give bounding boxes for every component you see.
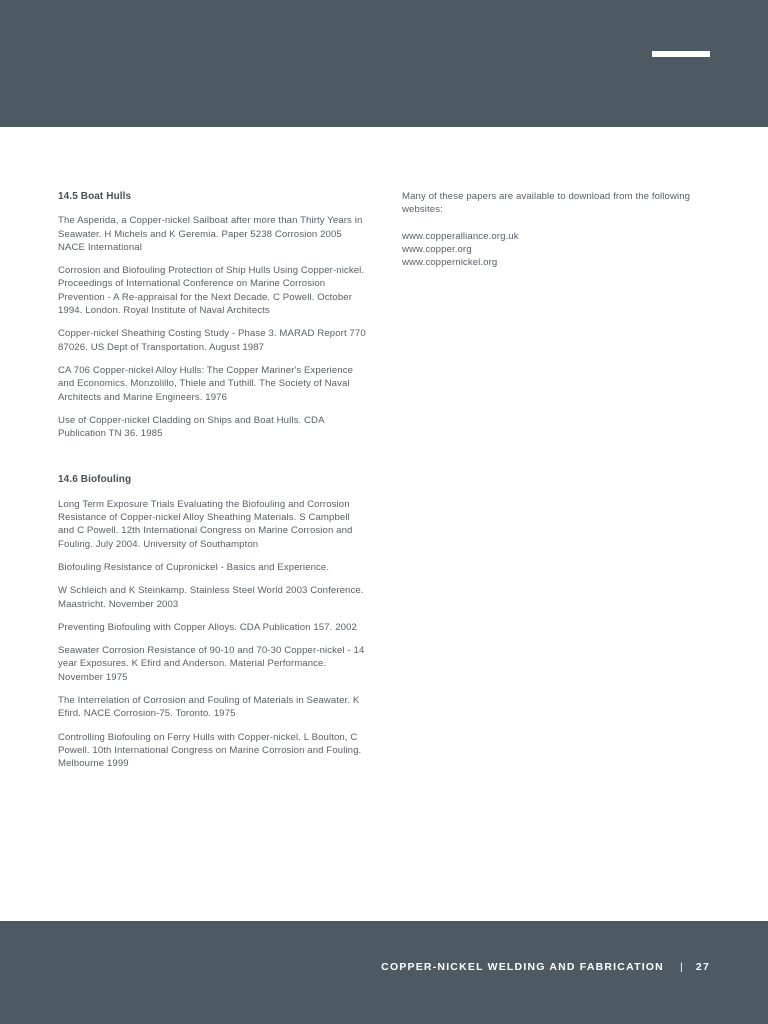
page-number: 27	[695, 961, 710, 973]
reference-item: CA 706 Copper-nickel Alloy Hulls: The Copper Mariner's Experience and Economics. Monzolillo, Thiele and Tuthill. The Society of Naval Architects and Marine Engineers. 1976	[58, 364, 354, 403]
reference-item: Corrosion and Biofouling Protection of Ship Hulls Using Copper-nickel. Proceedings of International Conference on Marine Corrosion Prevention - A Re-appraisal for the Next Decade. C Powell. October 1994. London. Royal Institute of Naval Architects	[58, 265, 365, 317]
reference-item: Biofouling Resistance of Cupronickel - Basics and Experience.	[58, 561, 330, 573]
section-biofouling	[58, 473, 368, 770]
reference-item: Long Term Exposure Trials Evaluating the Biofouling and Corrosion Resistance of Copper-nickel Alloy Sheathing Materials. S Campbell and C Powell. 12th International Congress on Marine Corrosion and Fouling. July 2004. University of Southampton	[58, 498, 353, 550]
footer-title: COPPER-NICKEL WELDING AND FABRICATION	[381, 961, 664, 973]
reference-item: Controlling Biofouling on Ferry Hulls with Copper-nickel. L Boulton, C Powell. 10th International Congress on Marine Corrosion and Fouling. Melbourne 1999	[58, 731, 362, 770]
website-link[interactable]: www.copperalliance.org.uk	[402, 230, 519, 242]
section-heading: 14.5 Boat Hulls	[58, 191, 132, 202]
section-heading: 14.6 Biofouling	[58, 474, 132, 486]
reference-item: Preventing Biofouling with Copper Alloys. CDA Publication 157. 2002	[58, 621, 357, 633]
download-intro-text: Many of these papers are available to download from the following websites:	[402, 191, 691, 216]
reference-item: The Interrelation of Corrosion and Fouling of Materials in Seawater. K Efird. NACE Corrosion-75. Toronto. 1975	[58, 695, 360, 720]
page-footer	[381, 961, 710, 973]
footer-separator: |	[679, 961, 684, 973]
website-link[interactable]: www.copper.org	[402, 243, 472, 255]
reference-item: Copper-nickel Sheathing Costing Study - Phase 3. MARAD Report 770 87026. US Dept of Transportation. August 1987	[58, 328, 366, 353]
download-info-column	[402, 190, 708, 269]
header-band	[0, 0, 768, 127]
reference-item: W Schleich and K Steinkamp. Stainless Steel World 2003 Conference. Maastricht. November 2003	[58, 585, 364, 610]
reference-item: Seawater Corrosion Resistance of 90-10 and 70-30 Copper-nickel - 14 year Exposures. K Efird and Anderson. Material Performance. November 1975	[58, 645, 365, 683]
reference-item: Use of Copper-nickel Cladding on Ships and Boat Hulls. CDA Publication TN 36. 1985	[58, 414, 325, 440]
reference-item: The Asperida, a Copper-nickel Sailboat after more than Thirty Years in Seawater. H Michels and K Geremia. Paper 5238 Corrosion 2005 NACE International	[58, 215, 363, 253]
references-column	[58, 190, 368, 781]
website-link[interactable]: www.coppernickel.org	[402, 257, 498, 269]
section-boat-hulls	[58, 190, 368, 440]
header-accent-bar	[652, 51, 710, 57]
